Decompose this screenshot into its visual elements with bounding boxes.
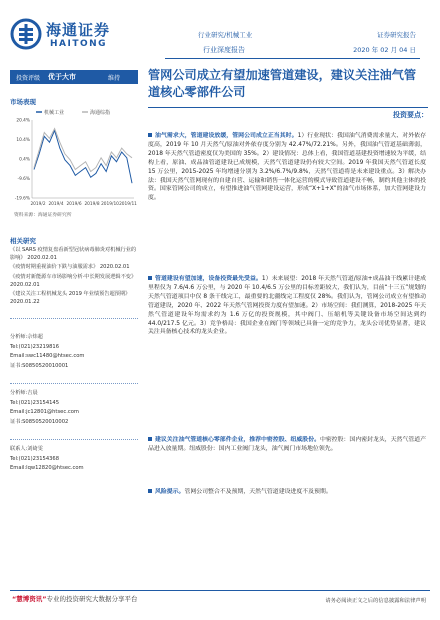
paragraph-text: 1）行业现状：我国油气消费需求量大、对外依存度高，2019 年 10 月天然气/原油对外依存度分别为 42.47%/72.21%。另外，我国油气管道基础薄弱，2018 年天然气管道密度仅为美国的 35%。2）建设情况：总体上看，我国管道基建投资增速较为平缓，结构上看，原油、成品油管道建设已成规模，天然气管道建设仍有较大空间。2019 年我国天然气管道长度 15 万公里，2015-2025 年均增速分别为 3.2%/6.7%/9.8%，天然气管道将是未来建设重点。3）解决办法：我国天然气管网现有的自建自营、运输和销售一体化运营的模式导致管道建设不畅，制约其他主体的投资。国家管网公司的成立，有望推进油气管网建设运营，形成“X+1+X”的油气市场体系，加大管网建设力度。 bbox=[148, 133, 427, 202]
report-date: 2020 年 02 月 04 日 bbox=[353, 46, 416, 54]
footer-left bbox=[12, 594, 138, 603]
analyst-name: 联系人:刘绮雯 bbox=[10, 446, 43, 452]
y-tick-label: 10.4% bbox=[16, 138, 30, 143]
analyst-block bbox=[10, 445, 138, 474]
haitong-logo bbox=[10, 18, 140, 54]
header-divider bbox=[165, 58, 420, 59]
analyst-tel: Tel:(021)23154368 bbox=[10, 455, 60, 462]
analyst-email[interactable]: Email:swc11480@htsec.com bbox=[10, 353, 85, 359]
sidebar-divider bbox=[10, 439, 138, 440]
paragraph-lead: 建议关注油气管道核心零部件企业，推荐中密控股、纽威股份。 bbox=[155, 437, 320, 443]
summary-paragraph bbox=[148, 132, 426, 203]
market-title: 市场表现 bbox=[10, 98, 36, 106]
paragraph-lead: 管道建设有望加速，设备投资最先受益。 bbox=[155, 276, 262, 282]
haitong-logo-icon bbox=[10, 18, 42, 50]
chart-caption: 资料来源：海通证券研究所 bbox=[14, 213, 72, 218]
analyst-block bbox=[10, 333, 138, 371]
report-title: 管网公司成立有望加速管道建设，建议关注油气管道核心零部件公司 bbox=[148, 68, 417, 99]
summary-paragraph bbox=[148, 436, 426, 454]
analyst-cert: 证书:S0850520010002 bbox=[10, 418, 69, 425]
analyst-tel: Tel:(021)23154145 bbox=[10, 399, 60, 406]
x-tick-label: 2019/10 bbox=[101, 202, 119, 207]
analyst-email[interactable]: Email:jc12801@htsec.com bbox=[10, 409, 79, 415]
paragraph-text: 管网公司整合不及预期，天然气管道建设进度不及预期。 bbox=[184, 489, 332, 495]
sec-label: 证券研究报告 bbox=[377, 31, 416, 39]
analyst-block bbox=[10, 389, 138, 427]
series-line bbox=[34, 129, 132, 172]
paragraph-text: 中密控股：国内密封龙头，天然气管道产品进入放量期。纽威股份：国内工业阀门龙头，油气阀门市场地位领先。 bbox=[148, 437, 427, 452]
related-item[interactable]: 《疫情时期重视油价下跌与油服需求》 2020.02.01 bbox=[10, 264, 130, 271]
y-tick-label: 20.4% bbox=[16, 118, 30, 124]
related-item[interactable]: 《以 SARS 疫情复盘看新型冠状病毒肺炎对机械行业的影响》 2020.02.01 bbox=[10, 247, 137, 262]
market-chart bbox=[10, 106, 140, 211]
brand-en: HAITONG bbox=[50, 39, 108, 49]
related-list bbox=[10, 246, 138, 307]
footer-slogan: 专业的投资研究大数据分享平台 bbox=[46, 595, 138, 603]
analyst-cert: 证书:S0850520010001 bbox=[10, 362, 69, 369]
y-tick-label: -9.6% bbox=[17, 177, 30, 182]
bullet-icon bbox=[148, 437, 152, 441]
title-divider bbox=[148, 107, 428, 108]
rating-bar bbox=[10, 70, 138, 84]
y-tick-label: -19.6% bbox=[14, 196, 30, 202]
bullet-icon bbox=[148, 489, 152, 493]
sidebar-divider bbox=[10, 383, 138, 384]
related-title: 相关研究 bbox=[10, 237, 36, 245]
legend-label: 机械工业 bbox=[44, 110, 65, 116]
x-tick-label: 2019/6 bbox=[66, 202, 82, 207]
x-tick-label: 2019/4 bbox=[48, 202, 64, 207]
report-type: 行业深度报告 bbox=[203, 46, 245, 54]
y-tick-label: 0.4% bbox=[19, 157, 30, 163]
bullet-icon bbox=[148, 133, 152, 137]
summary-tag: 投资要点： bbox=[393, 111, 428, 119]
footer-divider bbox=[10, 590, 430, 591]
analyst-email[interactable]: Email:lqw12820@htsec.com bbox=[10, 465, 84, 471]
paragraph-lead: 风险提示。 bbox=[155, 489, 185, 495]
summary-paragraph bbox=[148, 488, 426, 497]
rating-label: 投资评级 bbox=[16, 74, 41, 82]
related-item[interactable]: 《建议关注工程机械龙头 2019 年业绩预告超预期》 2020.01.22 bbox=[10, 291, 131, 306]
report-header bbox=[0, 0, 440, 62]
analyst-tel: Tel:(021)23219816 bbox=[10, 343, 60, 350]
summary-paragraph bbox=[148, 275, 426, 337]
x-tick-label: 2019/8 bbox=[84, 202, 100, 207]
bullet-icon bbox=[148, 276, 152, 280]
sidebar-divider bbox=[10, 318, 138, 319]
footer-brand: “慧博资讯” bbox=[12, 595, 47, 603]
x-tick-label: 2019/11 bbox=[119, 202, 137, 207]
analyst-name: 分析师:佘炜超 bbox=[10, 334, 43, 340]
x-tick-label: 2019/2 bbox=[30, 202, 46, 207]
paragraph-text: 1）未来展望：2018 年天然气管道/原油+成品油干线累计建成里程仅为 7.6/4.6 万公里，与 2020 年 10.4/6.5 万公里的目标差距较大，我们认为，目前“十三五”规划的天然气管道项目中仅 8 条干线完工，最重要的北疆线完工程度仅 28%。我们认为，管网公司成立有望推动管道建设，2020 年、2022 年天然气管网投资力度有望加速。2）市场空间：我们测算，2018-2025 年天然气管道建设年均需求约为 1.6 万亿的投资规模，其中阀门、压缩机等关键设备市场空间达到约 44.0/217.5 亿元。3）竞争格局：我国企业在阀门等领域已具备一定的竞争力，龙头公司优势显著，建议关注具备核心技术的龙头企业。 bbox=[148, 276, 426, 336]
paragraph-lead: 油气需求大，管道建设放缓，管网公司成立正当其时。 bbox=[155, 133, 298, 139]
report-category: 行业研究/机械工业 bbox=[198, 31, 253, 39]
footer-disclaimer: 请务必阅读正文之后的信息披露和法律声明 bbox=[325, 598, 426, 604]
legend-label: 海通综指 bbox=[90, 110, 111, 116]
rating-prev: 维持 bbox=[108, 74, 121, 82]
analyst-name: 分析师:吉晨 bbox=[10, 390, 38, 396]
brand-cn: 海通证券 bbox=[46, 21, 111, 39]
rating-value: 优于大市 bbox=[48, 73, 76, 81]
related-item[interactable]: 《疫情对新能源车市场影响分析·中长期发展逻辑不变》 2020.02.01 bbox=[10, 273, 137, 288]
